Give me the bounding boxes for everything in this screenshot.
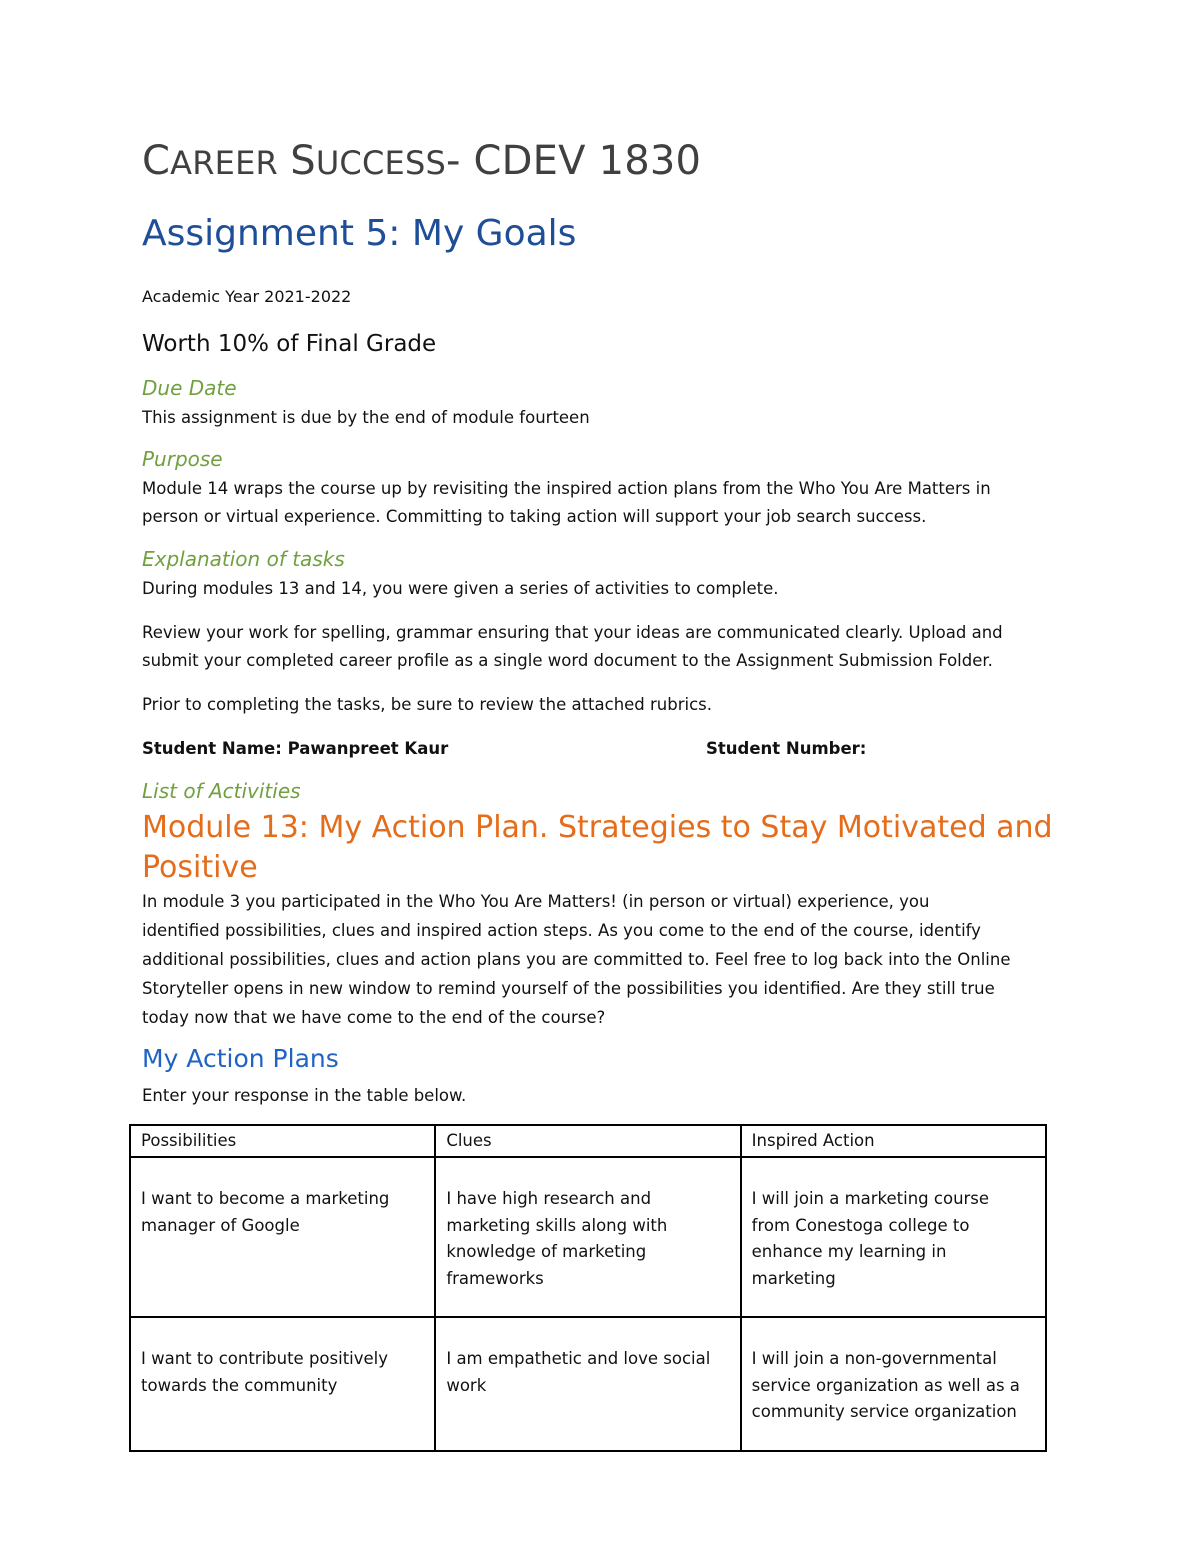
intro-line-5: today now that we have come to the end of the course? bbox=[142, 1008, 606, 1027]
table-row bbox=[130, 1157, 1046, 1317]
course-title-s: S bbox=[290, 138, 316, 184]
cell-line: community service organization bbox=[751, 1402, 1017, 1421]
academic-year: Academic Year 2021-2022 bbox=[142, 287, 352, 306]
explanation-para-2-line-2: submit your completed career profile as a single word document to the Assignment Submission Folder. bbox=[142, 651, 993, 670]
cell-possibilities bbox=[130, 1317, 435, 1451]
cell-line: I want to become a marketing bbox=[141, 1189, 390, 1208]
intro-line-3: additional possibilities, clues and action plans you are committed to. Feel free to log back into the Online bbox=[142, 950, 1011, 969]
due-date-heading: Due Date bbox=[142, 376, 237, 400]
intro-line-2: identified possibilities, clues and inspired action steps. As you come to the end of the course, identify bbox=[142, 921, 981, 940]
module-13-title: Module 13: My Action Plan. Strategies to Stay Motivated and Positive bbox=[142, 810, 1053, 885]
header-clues: Clues bbox=[435, 1125, 740, 1157]
action-plans-heading: My Action Plans bbox=[142, 1044, 339, 1073]
cell-line: marketing skills along with bbox=[446, 1215, 668, 1235]
cell-line: I am empathetic and love social bbox=[446, 1349, 711, 1368]
purpose-line-1: Module 14 wraps the course up by revisiting the inspired action plans from the Who You Are Matters in bbox=[142, 479, 991, 498]
purpose-heading: Purpose bbox=[142, 447, 223, 471]
table-instruction: Enter your response in the table below. bbox=[142, 1086, 467, 1105]
cell-line: towards the community bbox=[141, 1375, 338, 1395]
course-title-uccess: UCCESS bbox=[315, 144, 446, 182]
explanation-heading: Explanation of tasks bbox=[142, 547, 345, 571]
activities-heading: List of Activities bbox=[142, 779, 301, 803]
student-number: Student Number: bbox=[706, 739, 867, 758]
assignment-title: Assignment 5: My Goals bbox=[142, 213, 577, 254]
cell-inspired-action bbox=[741, 1157, 1046, 1317]
cell-clues bbox=[435, 1157, 740, 1317]
course-title-c: C bbox=[142, 138, 171, 184]
action-plan-table bbox=[129, 1124, 1047, 1452]
cell-line: knowledge of marketing bbox=[446, 1242, 647, 1261]
course-code: - CDEV 1830 bbox=[445, 138, 702, 184]
explanation-para-3: Prior to completing the tasks, be sure to review the attached rubrics. bbox=[142, 695, 713, 714]
cell-clues bbox=[435, 1317, 740, 1451]
cell-possibilities bbox=[130, 1157, 435, 1317]
cell-line: enhance my learning in bbox=[751, 1242, 947, 1261]
table-header-row bbox=[130, 1125, 1046, 1157]
header-inspired-action: Inspired Action bbox=[741, 1125, 1046, 1157]
cell-line: I want to contribute positively bbox=[141, 1349, 389, 1368]
due-date-text: This assignment is due by the end of module fourteen bbox=[142, 408, 590, 427]
table-row bbox=[130, 1317, 1046, 1451]
purpose-line-2: person or virtual experience. Committing to taking action will support your job search success. bbox=[142, 507, 927, 526]
explanation-para-1: During modules 13 and 14, you were given a series of activities to complete. bbox=[142, 579, 779, 598]
cell-line: marketing bbox=[751, 1268, 836, 1288]
cell-line: work bbox=[446, 1375, 487, 1395]
intro-line-4: Storyteller opens in new window to remind yourself of the possibilities you identified. Are they still true bbox=[142, 979, 995, 998]
cell-line: manager of Google bbox=[141, 1215, 300, 1235]
cell-line: I will join a marketing course bbox=[751, 1189, 990, 1208]
header-possibilities: Possibilities bbox=[130, 1125, 435, 1157]
cell-line: I will join a non-governmental bbox=[751, 1349, 997, 1368]
course-title-areer: AREER bbox=[170, 144, 278, 182]
cell-inspired-action bbox=[741, 1317, 1046, 1451]
cell-line: frameworks bbox=[446, 1268, 544, 1288]
student-name: Student Name: Pawanpreet Kaur bbox=[142, 739, 449, 758]
course-title bbox=[142, 138, 701, 184]
cell-line: service organization as well as a bbox=[751, 1375, 1020, 1395]
cell-line: I have high research and bbox=[446, 1189, 652, 1208]
cell-line: from Conestoga college to bbox=[751, 1215, 970, 1235]
grade-worth: Worth 10% of Final Grade bbox=[142, 331, 437, 357]
explanation-para-2-line-1: Review your work for spelling, grammar ensuring that your ideas are communicated clearly. Upload and bbox=[142, 623, 1003, 642]
intro-line-1: In module 3 you participated in the Who You Are Matters! (in person or virtual) experience, you bbox=[142, 892, 930, 911]
